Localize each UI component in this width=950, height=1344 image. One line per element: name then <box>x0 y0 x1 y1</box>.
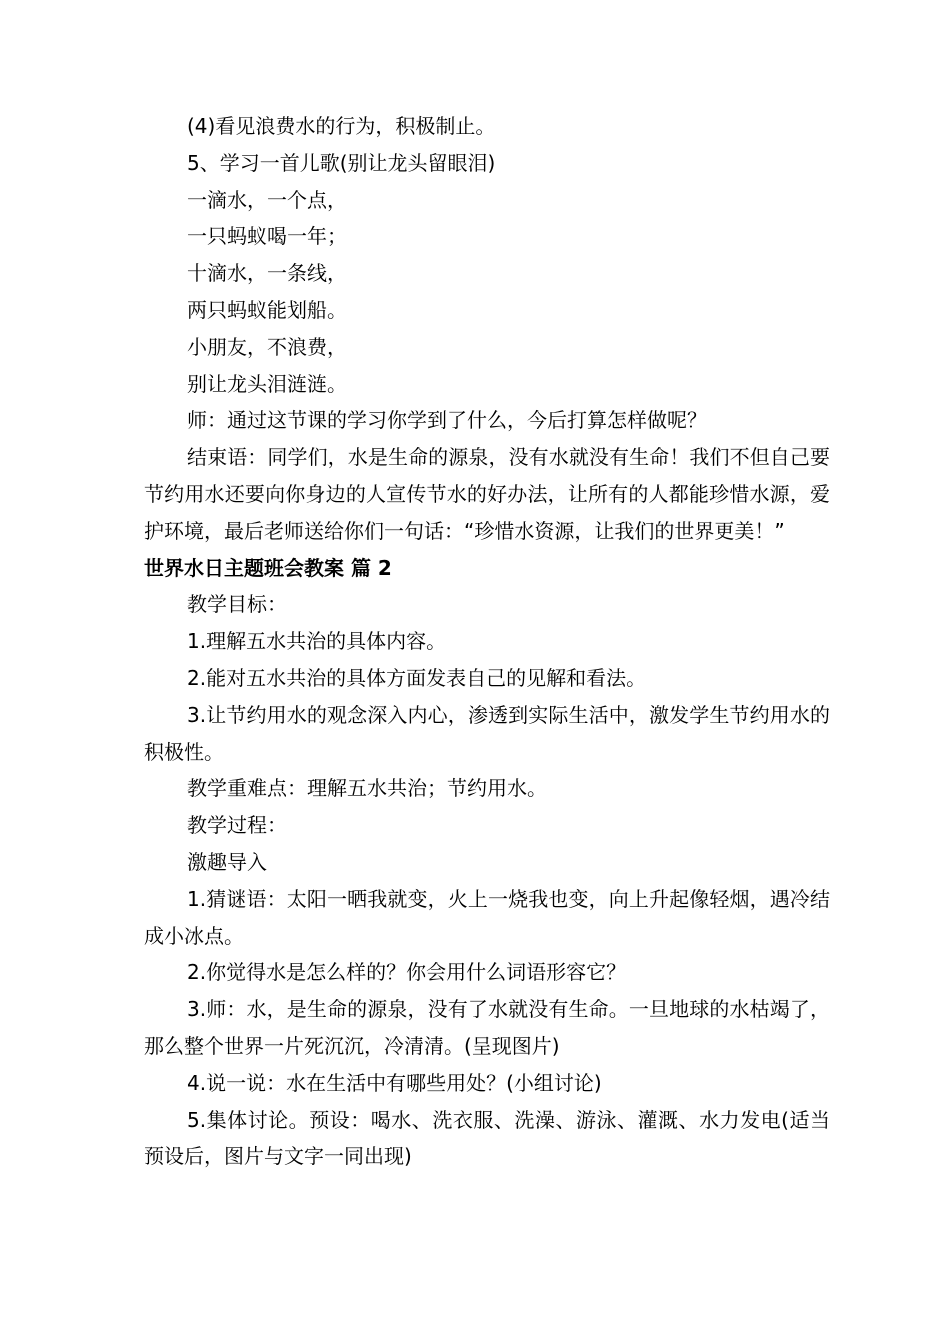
closing-paragraph: 结束语：同学们，水是生命的源泉，没有水就没有生命！我们不但自己要节约用水还要向你身边的人宣传节水的好办法，让所有的人都能珍惜水源，爱护环境，最后老师送给你们一句话：“珍惜水资源，让我们的世界更美！” <box>144 445 830 543</box>
poem-line: 一只蚂蚁喝一年； <box>187 224 347 249</box>
paragraph: 教学重难点：理解五水共治；节约用水。 <box>187 776 547 801</box>
paragraph: 5.集体讨论。预设：喝水、洗衣服、洗澡、游泳、灌溉、水力发电(适当预设后，图片与文字一同出现) <box>144 1107 830 1169</box>
paragraph: 2.能对五水共治的具体方面发表自己的见解和看法。 <box>187 665 647 690</box>
paragraph: 5、学习一首儿歌(别让龙头留眼泪) <box>187 150 496 175</box>
paragraph: 激趣导入 <box>187 849 267 874</box>
paragraph: 2.你觉得水是怎么样的？你会用什么词语形容它？ <box>187 960 627 985</box>
poem-line: 两只蚂蚁能划船。 <box>187 297 347 322</box>
poem-line: 小朋友，不浪费， <box>187 334 347 359</box>
poem-line: 别让龙头泪涟涟。 <box>187 371 347 396</box>
paragraph: 3.让节约用水的观念深入内心，渗透到实际生活中，激发学生节约用水的积极性。 <box>144 702 830 764</box>
paragraph: 1.猜谜语：太阳一晒我就变，火上一烧我也变，向上升起像轻烟，遇冷结成小冰点。 <box>144 886 830 948</box>
poem-line: 十滴水，一条线， <box>187 261 347 286</box>
paragraph: 3.师：水，是生命的源泉，没有了水就没有生命。一旦地球的水枯竭了，那么整个世界一片死沉沉，冷清清。(呈现图片) <box>144 997 830 1058</box>
section-heading: 世界水日主题班会教案 篇 2 <box>144 555 392 580</box>
poem-line: 一滴水，一个点， <box>187 187 347 212</box>
paragraph: (4)看见浪费水的行为，积极制止。 <box>187 114 496 138</box>
paragraph: 4.说一说：水在生活中有哪些用处？(小组讨论) <box>187 1070 602 1095</box>
paragraph: 教学过程： <box>187 813 287 838</box>
paragraph: 1.理解五水共治的具体内容。 <box>187 629 447 654</box>
document-body <box>144 108 830 1175</box>
paragraph: 教学目标： <box>187 592 287 617</box>
paragraph: 师：通过这节课的学习你学到了什么，今后打算怎样做呢？ <box>187 408 707 433</box>
